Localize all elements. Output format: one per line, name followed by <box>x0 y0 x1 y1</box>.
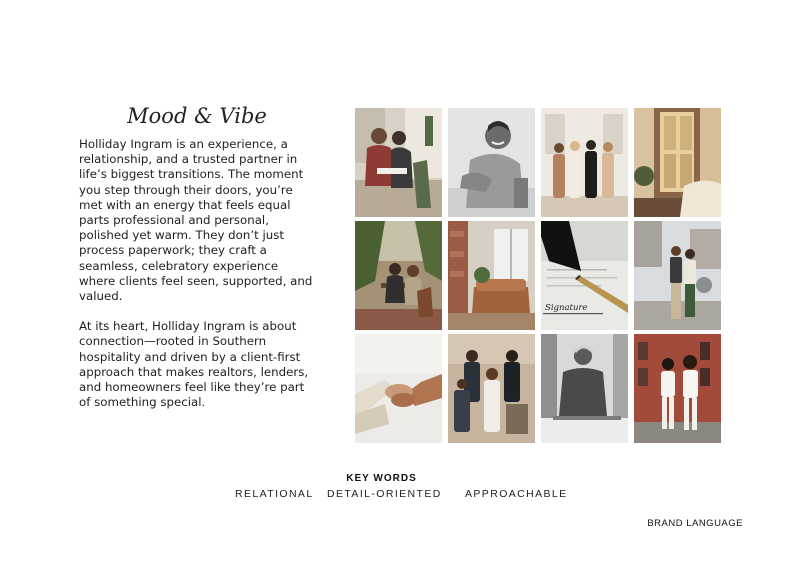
description-paragraph: Holliday Ingram is an experience, a relationship, and a trusted partner in life’s biggest transitions. The moment you step through their doors, you’re met with an energy that feels equal parts professional and personal, polished yet warm. They don’t just process paperwork; they craft a seamless, celebratory experience where clients feel seen, supported, and valued. <box>79 137 313 304</box>
description-paragraph: At its heart, Holliday Ingram is about connection—rooted in Southern hospitality and driven by a client-first approach that makes realtors, lenders, and homeowners feel like they’re part of something special. <box>79 319 309 410</box>
smiling-man-portrait-photo <box>448 108 535 217</box>
mood-photo-grid <box>355 108 721 443</box>
page-title: Mood & Vibe <box>127 104 267 128</box>
cafe-meeting-photo <box>355 221 442 330</box>
women-walking-street-photo <box>634 334 721 443</box>
signature-caption: Signature <box>545 303 588 313</box>
handshake-photo <box>355 334 442 443</box>
keywords-heading: KEY WORDS <box>346 473 417 484</box>
women-meeting-at-table-photo <box>355 108 442 217</box>
couple-walking-city-photo <box>634 221 721 330</box>
sunlit-interior-room-photo <box>634 108 721 217</box>
description <box>79 137 317 425</box>
group-of-women-walking-photo <box>541 108 628 217</box>
keyword-relational: RELATIONAL <box>235 488 314 500</box>
section-label: BRAND LANGUAGE <box>647 518 743 529</box>
group-team-portrait-photo <box>448 334 535 443</box>
keyword-detail-oriented: DETAIL-ORIENTED <box>327 488 442 500</box>
man-at-desk-photo <box>541 334 628 443</box>
leather-sofa-interior-photo <box>448 221 535 330</box>
keyword-approachable: APPROACHABLE <box>465 488 568 500</box>
pen-signing-document-photo <box>541 221 628 330</box>
